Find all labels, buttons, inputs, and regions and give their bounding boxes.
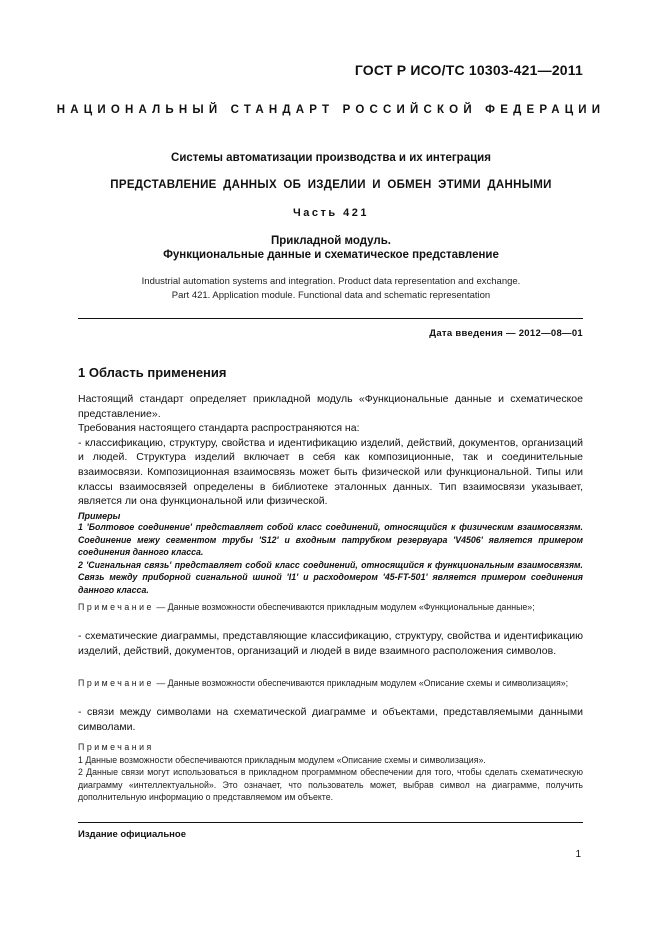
notes-label: Примечания — [78, 742, 154, 752]
bullet-1 — [78, 629, 583, 658]
page-number: 1 — [575, 849, 581, 860]
examples-heading: Примеры — [78, 511, 121, 521]
introduction-date: Дата введения — 2012—08—01 — [429, 328, 583, 339]
english-title-line-1: Industrial automation systems and integration. Product data representation and exchange. — [141, 276, 521, 287]
english-title — [48, 275, 614, 303]
note-2 — [78, 677, 583, 690]
scope-text — [78, 392, 583, 509]
note-2-label: Примечание — [78, 678, 154, 688]
bullet-2-text: - связи между символами на схематической диаграмме и объектами, представляемыми данными символами. — [78, 706, 583, 733]
national-standard-banner: НАЦИОНАЛЬНЫЙ СТАНДАРТ РОССИЙСКОЙ ФЕДЕРАЦИИ — [56, 104, 606, 116]
scope-paragraph-1: Настоящий стандарт определяет прикладной модуль «Функциональные данные и схематическое представление». — [78, 393, 583, 420]
example-1: 1 'Болтовое соединение' представляет собой класс соединений, относящийся к физическим взаимосвязям. Соединение межу сегментом трубы 'S12' и входным патрубком резервуара 'V4506' является примером соединения данного класса. — [78, 522, 583, 557]
divider-bottom — [78, 822, 583, 823]
examples-block — [78, 521, 583, 596]
divider-top — [78, 318, 583, 319]
note-2-text: — Данные возможности обеспечиваются прикладным модулем «Описание схемы и символизация»; — [153, 678, 569, 688]
bullet-2 — [78, 705, 583, 734]
example-2: 2 'Сигнальная связь' представляет собой класс соединений, относящийся к функциональным взаимосвязям. Связь между приборной сигнальной шиной 'I1' и расходомером '45-FT-501' является примером соединения данного класса. — [78, 559, 583, 595]
note-1-text: — Данные возможности обеспечиваются прикладным модулем «Функциональные данные»; — [153, 602, 535, 612]
module-title-line-1: Прикладной модуль. — [271, 235, 391, 247]
bullet-1-text: - схематические диаграммы, представляющие классификацию, структуру, свойства и идентификацию изделий, действий, документов, организаций и людей в виде взаимного расположения символов. — [78, 630, 583, 657]
module-title-line-2: Функциональные данные и схематическое представление — [163, 249, 499, 261]
scope-paragraph-3: - классификацию, структуру, свойства и идентификацию изделий, действий, документов, организаций и людей. Структура изделий включает в себя как композиционные, так и соединительные взаимосвязи. Композиционная взаимосвязь может быть физической или функциональной. Типы или классы взаимосвязей определены в библиотеке эталонных данных. Тип взаимосвязи указывает, является ли она функциональной или физической. — [78, 436, 583, 508]
section-title: 1 Область применения — [78, 365, 227, 380]
english-title-line-2: Part 421. Application module. Functional data and schematic representation — [171, 290, 491, 301]
title-line-1: Системы автоматизации производства и их интеграция — [171, 152, 491, 164]
scope-paragraph-2: Требования настоящего стандарта распространяются на: — [78, 422, 360, 435]
note-1 — [78, 601, 583, 614]
title-line-2: ПРЕДСТАВЛЕНИЕ ДАННЫХ ОБ ИЗДЕЛИИ И ОБМЕН ЭТИМИ ДАННЫМИ — [110, 179, 552, 191]
module-title — [48, 234, 614, 262]
notes-block — [78, 741, 583, 804]
note-1-label: Примечание — [78, 602, 154, 612]
note-item-1: 1 Данные возможности обеспечиваются прикладным модулем «Описание схемы и символизация». — [78, 754, 486, 765]
official-edition-label: Издание официальное — [78, 829, 186, 840]
note-item-2: 2 Данные связи могут использоваться в прикладном программном обеспечении для того, чтобы сделать схематическую диаграмму «интеллектуальной». Это означает, что пользователь может, выбрав символ на диаграмме, получить дополнительную информацию о представляемом им объекте. — [78, 767, 583, 802]
part-number: Часть 421 — [292, 207, 370, 219]
standard-code: ГОСТ Р ИСО/ТС 10303-421—2011 — [354, 62, 583, 78]
